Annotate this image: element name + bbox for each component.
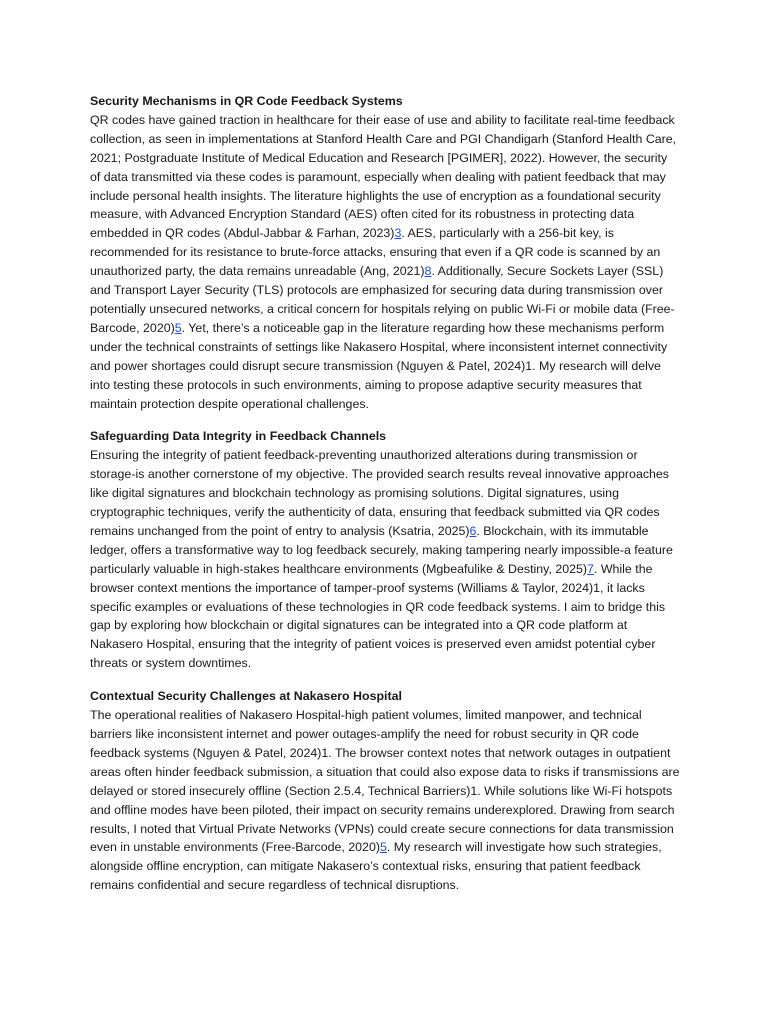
section-paragraph [90, 706, 680, 895]
paragraph-text: . While the browser context mentions the importance of tamper-proof systems (Williams & Taylor, 2024)1, it lacks specific examples or evaluations of these technologies in QR code feedback systems. I aim to bridge this gap by exploring how blockchain or digital signatures can be integrated into a QR code platform at Nakasero Hospital, ensuring that the integrity of patient voices is preserved even amidst potential cyber threats or system downtimes. [90, 561, 666, 671]
section-paragraph [90, 446, 680, 673]
reference-link[interactable]: 5 [174, 320, 182, 335]
reference-link[interactable]: 3 [394, 226, 402, 241]
paragraph-text: QR codes have gained traction in healthcare for their ease of use and ability to facilitate real-time feedback collection, as seen in implementations at Stanford Health Care and PGI Chandigarh (Stanford Health Care, 2021; Postgraduate Institute of Medical Education and Research [PGIMER], 2022). However, the security of data transmitted via these codes is paramount, especially when dealing with patient feedback that may include personal health insights. The literature highlights the use of encryption as a foundational security measure, with Advanced Encryption Standard (AES) often cited for its robustness in protecting data embedded in QR codes (Abdul-Jabbar & Farhan, 2023) [90, 112, 677, 241]
paragraph-text: . My research will investigate how such strategies, alongside offline encryption, can mitigate Nakasero’s contextual risks, ensuring that patient feedback remains confidential and secure regardless of technical disruptions. [90, 840, 662, 893]
reference-link[interactable]: 7 [587, 561, 594, 576]
section-heading: Safeguarding Data Integrity in Feedback Channels [90, 429, 387, 444]
section-heading: Contextual Security Challenges at Nakasero Hospital [90, 689, 402, 704]
paragraph-text: . Yet, there’s a noticeable gap in the literature regarding how these mechanisms perform under the technical constraints of settings like Nakasero Hospital, where inconsistent internet connectivity and power shortages could disrupt secure transmission (Nguyen & Patel, 2024)1. My research will delve into testing these protocols in such environments, aiming to propose adaptive security measures that maintain protection despite operational challenges. [90, 320, 668, 411]
section-paragraph [90, 111, 680, 414]
section-data-integrity [90, 427, 680, 673]
section-heading: Security Mechanisms in QR Code Feedback Systems [90, 94, 403, 108]
paragraph-text: . Blockchain, with its immutable ledger, offers a transformative way to log feedback securely, making tampering nearly impossible-a feature particularly valuable in high-stakes healthcare environments (Mgbeafulike & Destiny, 2025) [90, 523, 673, 576]
paragraph-text: Ensuring the integrity of patient feedback-preventing unauthorized alterations during transmission or storage-is another cornerstone of my objective. The provided search results reveal innovative approaches like digital signatures and blockchain technology as promising solutions. Digital signatures, using cryptographic techniques, verify the authenticity of data, ensuring that feedback submitted via QR codes remains unchanged from the point of entry to analysis (Ksatria, 2025) [90, 448, 670, 538]
section-contextual-challenges [90, 687, 680, 895]
document-page [90, 92, 680, 909]
section-security-mechanisms [90, 92, 680, 413]
reference-link[interactable]: 6 [469, 523, 477, 538]
reference-link[interactable]: 8 [424, 264, 432, 279]
paragraph-text: . Additionally, Secure Sockets Layer (SSL) and Transport Layer Security (TLS) protocols are emphasized for securing data during transmission over potentially unsecured networks, a critical concern for hospitals relying on public Wi-Fi or mobile data (Free-Barcode, 2020) [90, 264, 675, 335]
reference-link[interactable]: 5 [379, 840, 387, 855]
paragraph-text: . AES, particularly with a 256-bit key, is recommended for its resistance to brute-force attacks, ensuring that even if a QR code is scanned by an unauthorized party, the data remains unreadable (Ang, 2021) [90, 226, 661, 279]
paragraph-text: The operational realities of Nakasero Hospital-high patient volumes, limited manpower, and technical barriers like inconsistent internet and power outages-amplify the need for robust security in QR code feedback systems (Nguyen & Patel, 2024)1. The browser context notes that network outages in outpatient areas often hinder feedback submission, a situation that could also expose data to risks if transmissions are delayed or stored insecurely offline (Section 2.5.4, Technical Barriers)1. While solutions like Wi-Fi hotspots and offline modes have been piloted, their impact on security remains underexplored. Drawing from search results, I noted that Virtual Private Networks (VPNs) could create secure connections for data transmission even in unstable environments (Free-Barcode, 2020) [90, 708, 680, 855]
